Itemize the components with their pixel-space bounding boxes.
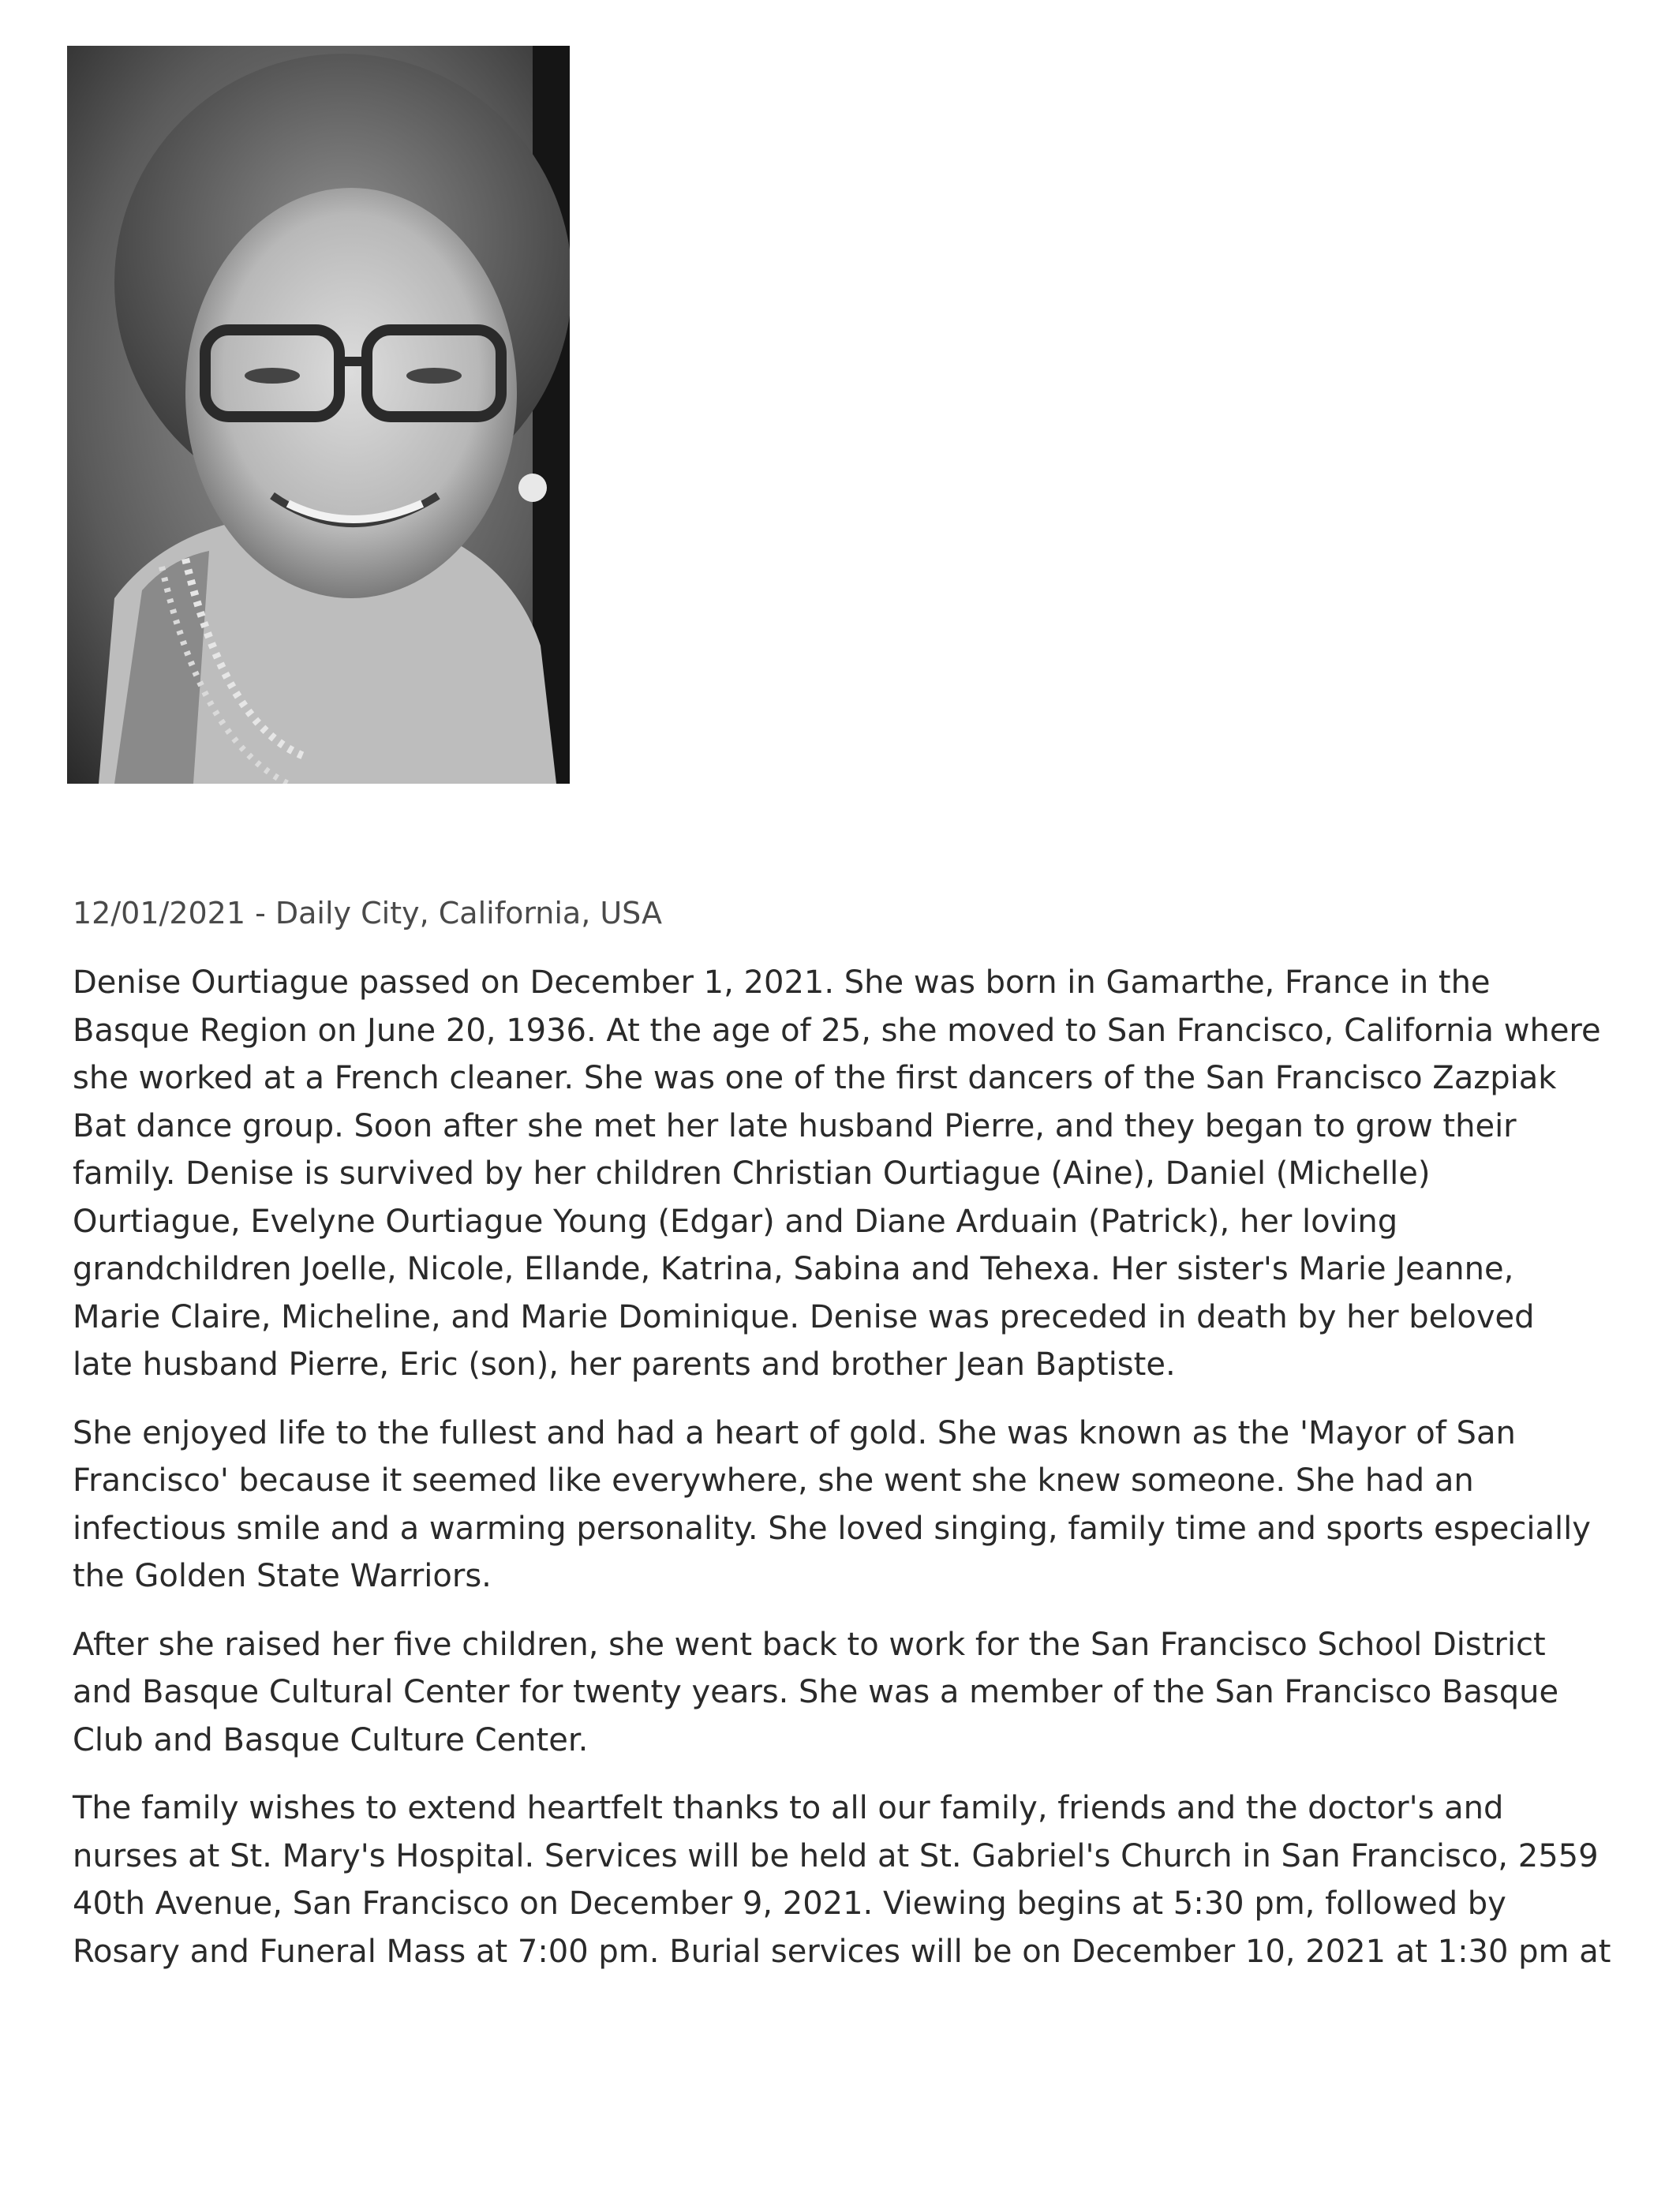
text-line: Bat dance group. Soon after she met her late husband Pierre, and they began to grow their (73, 1107, 1517, 1144)
text-line: infectious smile and a warming personality. She loved singing, family time and sports especially (73, 1510, 1591, 1547)
text-line: and Basque Cultural Center for twenty years. She was a member of the San Francisco Basque (73, 1674, 1559, 1710)
text-line: Marie Claire, Micheline, and Marie Dominique. Denise was preceded in death by her beloved (73, 1298, 1535, 1335)
portrait-image (67, 46, 570, 784)
text-line: Denise Ourtiague passed on December 1, 2021. She was born in Gamarthe, France in the (73, 964, 1491, 1001)
text-line: family. Denise is survived by her children Christian Ourtiague (Aine), Daniel (Michelle) (73, 1155, 1431, 1192)
obituary-paragraph (73, 959, 1619, 1389)
text-line: She enjoyed life to the fullest and had a heart of gold. She was known as the 'Mayor of San (73, 1414, 1516, 1451)
text-line: Basque Region on June 20, 1936. At the age of 25, she moved to San Francisco, California where (73, 1012, 1601, 1049)
text-line: nurses at St. Mary's Hospital. Services will be held at St. Gabriel's Church in San Francisco, 2559 (73, 1837, 1599, 1874)
text-line: the Golden State Warriors. (73, 1558, 492, 1594)
obituary-paragraph (73, 1410, 1619, 1601)
obituary-paragraph (73, 1621, 1619, 1765)
text-line: 40th Avenue, San Francisco on December 9, 2021. Viewing begins at 5:30 pm, followed by (73, 1885, 1506, 1922)
text-line: After she raised her five children, she went back to work for the San Francisco School District (73, 1626, 1546, 1663)
text-line: Ourtiague, Evelyne Ourtiague Young (Edgar) and Diane Arduain (Patrick), her loving (73, 1203, 1398, 1240)
text-line: she worked at a French cleaner. She was one of the first dancers of the San Francisco Zazpiak (73, 1060, 1557, 1096)
text-line: late husband Pierre, Eric (son), her parents and brother Jean Baptiste. (73, 1346, 1176, 1383)
obituary-paragraph (73, 1784, 1619, 1975)
text-line: Francisco' because it seemed like everywhere, she went she knew someone. She had an (73, 1462, 1474, 1499)
text-line: The family wishes to extend heartfelt thanks to all our family, friends and the doctor's and (73, 1790, 1504, 1826)
text-line: Club and Basque Culture Center. (73, 1721, 589, 1758)
text-line: Rosary and Funeral Mass at 7:00 pm. Burial services will be on December 10, 2021 at 1:30 pm at (73, 1933, 1611, 1970)
dateline: 12/01/2021 - Daily City, California, USA (73, 896, 662, 930)
text-line: grandchildren Joelle, Nicole, Ellande, Katrina, Sabina and Tehexa. Her sister's Marie Jeanne, (73, 1251, 1514, 1287)
obituary-text (73, 959, 1619, 1996)
portrait-photo (67, 46, 570, 784)
